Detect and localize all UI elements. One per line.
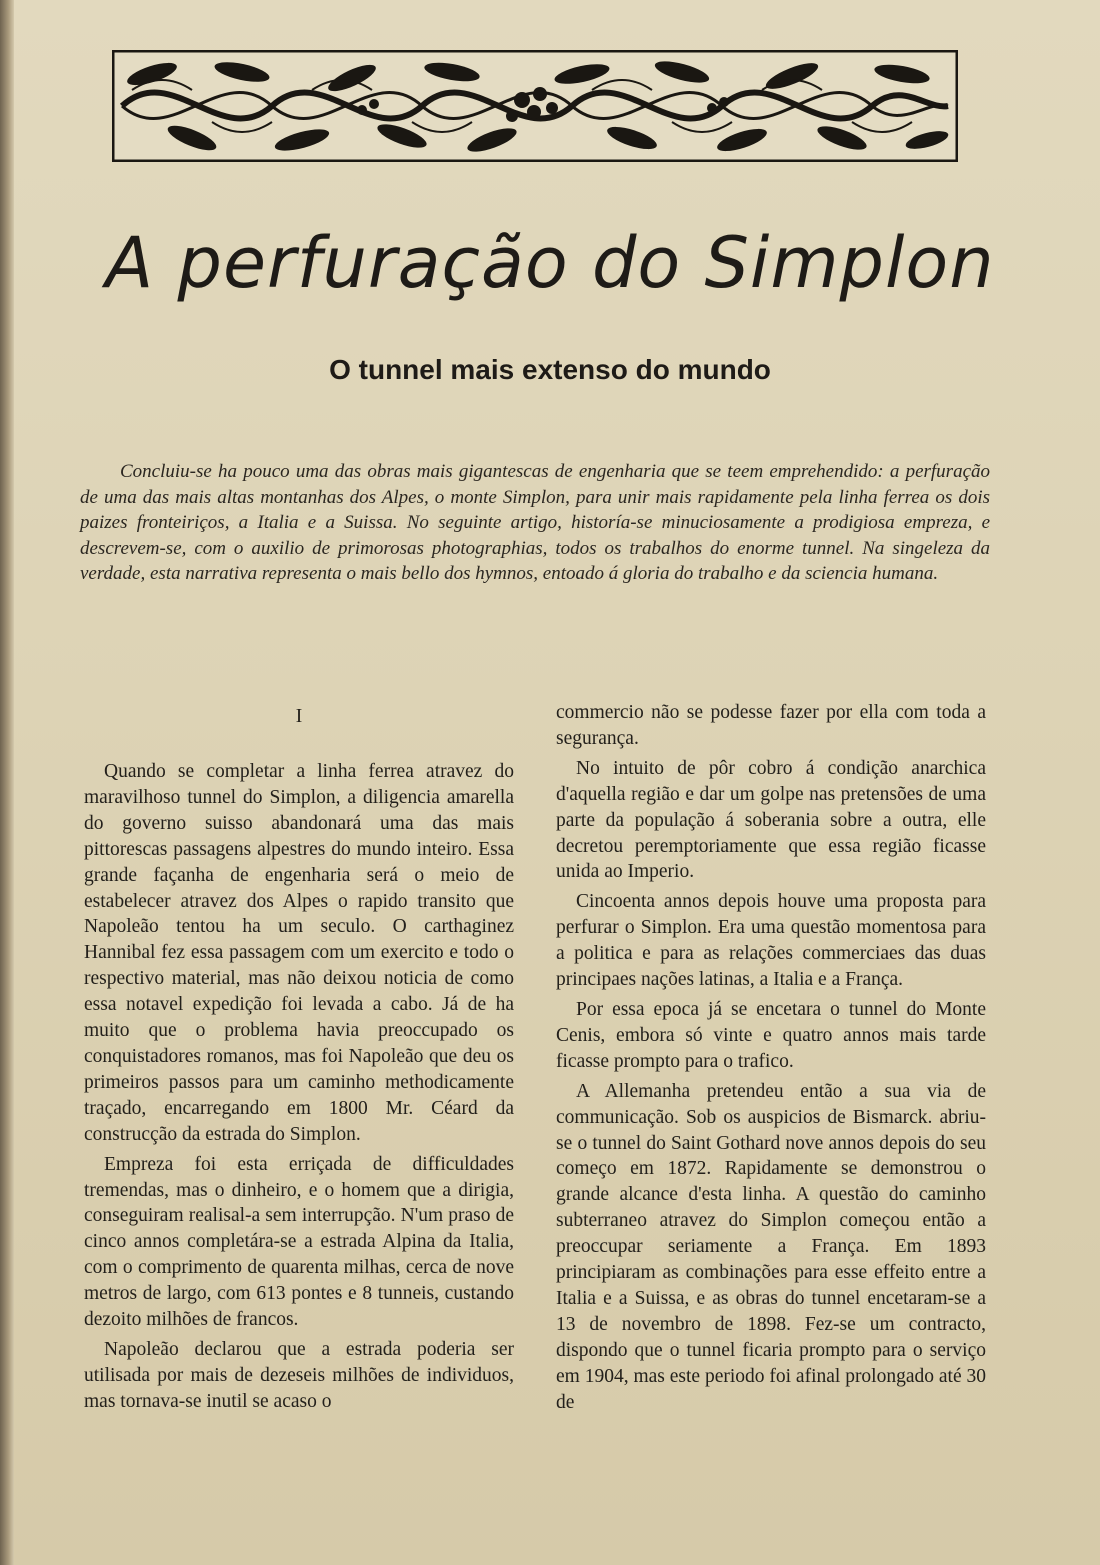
paragraph: Cincoenta annos depois houve uma proposta para perfurar o Simplon. Era uma questão momentosa para a politica e para as relações commerciaes das duas principaes nações latinas, a Italia e a França. — [556, 891, 986, 991]
paragraph: Napoleão declarou que a estrada poderia ser utilisada por mais de dezeseis milhões de individuos, mas tornava-se inutil se acaso o — [84, 1338, 514, 1412]
article-subtitle: O tunnel mais extenso do mundo — [329, 354, 771, 385]
section-number: I — [295, 706, 303, 727]
paragraph: A Allemanha pretendeu então a sua via de communicação. Sob os auspicios de Bismarck. abriu-se o tunnel do Saint Gothard nove annos depois do seu começo em 1872. Rapidamente se demonstrou o grande alcance d'esta linha. A questão do caminho subterraneo atravez do Simplon começou então a preoccupar seriamente a França. Em 1893 principiaram as combinações para esse effeito entre a Italia e a Suissa, e as obras do tunnel encetaram-se a 13 de novembro de 1898. Fez-se um contracto, dispondo que o tunnel ficaria prompto para o serviço em 1904, mas este periodo foi afinal prolongado até 30 de — [556, 1080, 986, 1413]
paragraph: Quando se completar a linha ferrea atravez do maravilhoso tunnel do Simplon, a diligencia amarella do governo suisso abandonará uma das mais pittorescas passagens alpestres do mundo inteiro. Essa grande façanha de engenharia será o meio de estabelecer atravez dos Alpes o rapido transito que Napoleão tentou ha um seculo. O carthaginez Hannibal fez essa passagem com um exercito e todo o respectivo material, mas não deixou noticia de como essa notavel expedição foi levada a cabo. Já de ha muito que o problema havia preoccupado os conquistadores romanos, mas foi Napoleão que deu os primeiros passos para um caminho methodicamente traçado, encarregando em 1800 Mr. Céard da construcção da estrada do Simplon. — [84, 761, 514, 1145]
paragraph: Por essa epoca já se encetara o tunnel do Monte Cenis, embora só vinte e quatro annos mais tarde ficasse prompto para o trafico. — [556, 998, 986, 1072]
article-intro: Concluiu-se ha pouco uma das obras mais gigantescas de engenharia que se teem emprehendido: a perfuração de uma das mais altas montanhas dos Alpes, o monte Simplon, para unir mais rapidamente pela linha ferrea os dois paizes fronteiriços, a Italia e a Suissa. No seguinte artigo, historía-se minuciosamente a prodigiosa empreza, e descrevem-se, com o auxilio de primorosas photographias, todos os trabalhos do enorme tunnel. Na singeleza da verdade, esta narrativa representa o mais bello dos hymnos, entoado á gloria do trabalho e da sciencia humana. — [80, 461, 990, 585]
header-ornament — [112, 50, 958, 162]
article-title: A perfuração do Simplon — [105, 222, 995, 304]
paragraph: Empreza foi esta erriçada de difficuldades tremendas, mas o dinheiro, e o homem que a dirigia, conseguiram realisal-a sem interrupção. N'um praso de cinco annos completára-se a estrada Alpina da Italia, com o comprimento de quarenta milhas, cerca de nove metros de largo, com 613 pontes e 8 tunneis, custando dezoito milhões de francos. — [84, 1153, 514, 1331]
left-column — [84, 700, 514, 1419]
right-column — [556, 700, 986, 1419]
paragraph: No intuito de pôr cobro á condição anarchica d'aquella região e dar um golpe nas pretensões de uma parte da população á soberania sobre a outra, elle decretou peremptoriamente que essa região ficasse unida ao Imperio. — [556, 757, 986, 883]
paragraph-continued: commercio não se podesse fazer por ella com toda a segurança. — [556, 702, 986, 749]
